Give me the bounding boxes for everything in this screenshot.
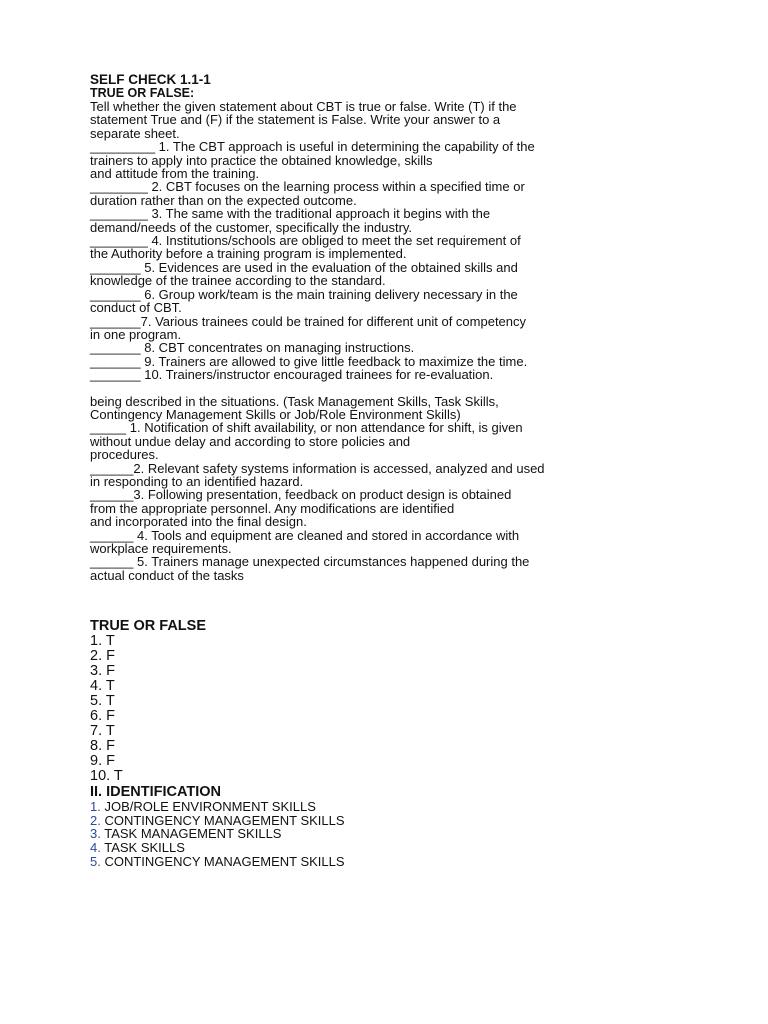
tf-answer: 3. F xyxy=(90,663,115,680)
identification-item-line: in responding to an identified hazard. xyxy=(90,473,304,489)
tf-answer: 10. T xyxy=(90,768,123,785)
answer-number: 4. xyxy=(90,840,101,855)
instruction-line: statement True and (F) if the statement is False. Write your answer to a xyxy=(90,112,501,128)
answer-key xyxy=(90,618,610,868)
identification-item-line: ______3. Following presentation, feedback on product design is obtained xyxy=(90,487,512,503)
tf-item-line: ________ 3. The same with the traditional approach it begins with the xyxy=(90,206,491,222)
tf-item-line: and attitude from the training. xyxy=(90,166,260,182)
tf-item-line: _______ 10. Trainers/instructor encouraged trainees for re-evaluation. xyxy=(90,367,494,383)
identification-item-line: and incorporated into the final design. xyxy=(90,514,307,530)
answer-text: CONTINGENCY MANAGEMENT SKILLS xyxy=(104,812,345,828)
instruction-line: Tell whether the given statement about CBT is true or false. Write (T) if the xyxy=(90,99,517,114)
instruction-line: separate sheet. xyxy=(90,125,180,141)
answer-text: CONTINGENCY MANAGEMENT SKILLS xyxy=(104,853,345,869)
tf-item-line: trainers to apply into practice the obtained knowledge, skills xyxy=(90,152,433,168)
tf-item-line: _________ 1. The CBT approach is useful in determining the capability of the xyxy=(90,139,535,155)
answer-number: 3. xyxy=(90,826,101,842)
tf-answer: 2. F xyxy=(90,648,115,665)
tf-item-line: _______7. Various trainees could be trained for different unit of competency xyxy=(90,313,527,329)
answer-text: TASK MANAGEMENT SKILLS xyxy=(104,826,282,842)
tf-item-line: demand/needs of the customer, specifically the industry. xyxy=(90,219,413,235)
instructions xyxy=(90,100,610,140)
identification-item-line: ______ 4. Tools and equipment are cleaned and stored in accordance with xyxy=(90,527,520,543)
tf-item-line: _______ 5. Evidences are used in the evaluation of the obtained skills and xyxy=(90,259,518,275)
tf-item-line: the Authority before a training program is implemented. xyxy=(90,246,407,262)
tf-answer: 6. F xyxy=(90,708,115,725)
identification-item-line: procedures. xyxy=(90,447,159,463)
answer-number: 5. xyxy=(90,853,101,869)
tf-item-line: in one program. xyxy=(90,326,182,342)
tf-answer: 7. T xyxy=(90,723,115,740)
identification-intro-line: being described in the situations. (Task Management Skills, Task Skills, xyxy=(90,393,499,409)
identification-item-line: ______ 5. Trainers manage unexpected circumstances happened during the xyxy=(90,554,530,570)
tf-item-line: knowledge of the trainee according to the standard. xyxy=(90,273,386,289)
identification-item-line: actual conduct of the tasks xyxy=(90,567,244,583)
identification-answer xyxy=(90,855,610,869)
tf-item-line: conduct of CBT. xyxy=(90,300,182,316)
identification-item-line: workplace requirements. xyxy=(90,541,232,556)
document-page xyxy=(90,72,610,868)
answer-text: TASK SKILLS xyxy=(104,840,185,855)
identification-item-line: from the appropriate personnel. Any modifications are identified xyxy=(90,500,455,516)
true-false-subtitle: TRUE OR FALSE: xyxy=(90,86,195,100)
tf-answer: 1. T xyxy=(90,633,115,650)
tf-item-line: ________ 4. Institutions/schools are obliged to meet the set requirement of xyxy=(90,233,521,249)
answer-key-identification-heading: II. IDENTIFICATION xyxy=(90,784,222,801)
identification-answer xyxy=(90,814,610,828)
tf-answer: 5. T xyxy=(90,693,115,710)
identification-item-line: _____ 1. Notification of shift availability, or non attendance for shift, is given xyxy=(90,420,523,436)
spacer xyxy=(90,382,610,395)
tf-answer: 9. F xyxy=(90,753,115,770)
tf-item-line: _______ 6. Group work/team is the main training delivery necessary in the xyxy=(90,286,518,302)
answer-number: 1. xyxy=(90,799,101,815)
identification-answer xyxy=(90,841,610,855)
tf-item-line: _______ 9. Trainers are allowed to give little feedback to maximize the time. xyxy=(90,353,528,369)
identification-item-line: ______2. Relevant safety systems information is accessed, analyzed and used xyxy=(90,460,545,476)
self-check-title: SELF CHECK 1.1-1 xyxy=(90,72,211,87)
tf-answer: 4. T xyxy=(90,678,115,695)
identification-section xyxy=(90,395,610,583)
tf-item-line: ________ 2. CBT focuses on the learning process within a specified time or xyxy=(90,179,525,195)
identification-intro-line: Contingency Management Skills or Job/Role Environment Skills) xyxy=(90,406,461,422)
answer-text: JOB/ROLE ENVIRONMENT SKILLS xyxy=(104,799,316,815)
answer-number: 2. xyxy=(90,812,101,828)
answer-key-tf-heading: TRUE OR FALSE xyxy=(90,618,207,635)
identification-item-line: without undue delay and according to store policies and xyxy=(90,433,411,449)
true-false-items xyxy=(90,140,610,381)
identification-answer xyxy=(90,800,610,814)
tf-item-line: duration rather than on the expected outcome. xyxy=(90,192,357,208)
tf-item-line: _______ 8. CBT concentrates on managing instructions. xyxy=(90,340,415,356)
tf-answer: 8. F xyxy=(90,738,115,755)
identification-answer xyxy=(90,827,610,841)
spacer xyxy=(90,582,610,618)
